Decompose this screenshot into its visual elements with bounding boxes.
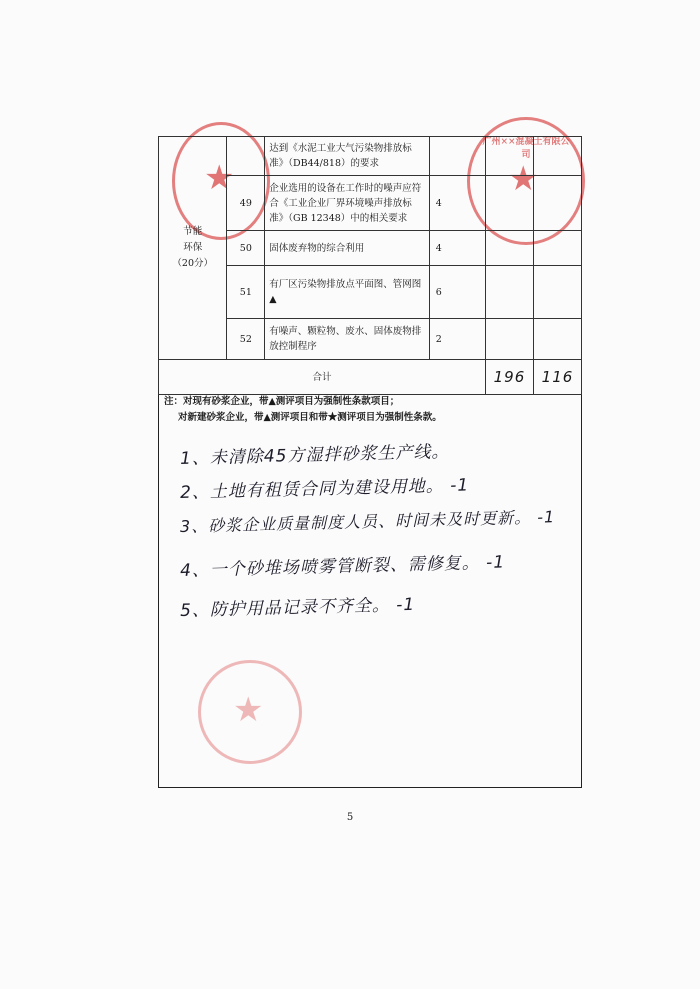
row-number: 50 [227, 231, 265, 266]
total-value-2: 116 [533, 360, 581, 395]
row-number: 52 [227, 319, 265, 360]
row-score: 6 [429, 266, 485, 319]
row-item: 有噪声、颗粒物、废水、固体废物排放控制程序 [265, 319, 430, 360]
row-item: 固体废弃物的综合利用 [265, 231, 430, 266]
total-label: 合计 [159, 360, 486, 395]
evaluation-table [158, 136, 582, 395]
stamp-star-icon: ★ [508, 159, 539, 199]
row-item: 有厂区污染物排放点平面图、管网图▲ [265, 266, 430, 319]
footnote-line-2: 对新建砂浆企业，带▲测评项目和带★测评项目为强制性条款。 [178, 412, 442, 423]
row-score: 4 [429, 231, 485, 266]
total-row [159, 360, 582, 395]
page-number: 5 [346, 812, 354, 823]
stamp-text: 广州××混凝土有限公司 [482, 137, 570, 160]
row-number [227, 137, 265, 176]
handwritten-line: 3、砂浆企业质量制度人员、时间未及时更新。 -1 [179, 507, 556, 536]
footnote [164, 394, 576, 426]
handwritten-line: 1、未清除45方湿拌砂浆生产线。 [179, 441, 450, 469]
stamp-star-icon: ★ [204, 158, 235, 198]
row-number: 49 [227, 176, 265, 231]
table-row [159, 137, 582, 176]
stamp-star-icon: ★ [233, 690, 264, 730]
row-item: 企业选用的设备在工作时的噪声应符合《工业企业厂界环境噪声排放标准》（GB 12348）中的相关要求 [265, 176, 430, 231]
handwritten-line: 5、防护用品记录不齐全。 -1 [179, 594, 416, 621]
row-score [429, 137, 485, 176]
row-score: 4 [429, 176, 485, 231]
row-item: 达到《水泥工业大气污染物排放标准》（DB44/818）的要求 [265, 137, 430, 176]
handwritten-line: 4、一个砂堆场喷雾管断裂、需修复。 -1 [179, 552, 506, 581]
total-value-1: 196 [485, 360, 533, 395]
row-score: 2 [429, 319, 485, 360]
category-cell [159, 137, 227, 360]
row-number: 51 [227, 266, 265, 319]
handwritten-line: 2、土地有租赁合同为建设用地。 -1 [179, 475, 470, 503]
footnote-line-1: 注：对现有砂浆企业，带▲测评项目为强制性条款项目； [164, 396, 400, 407]
category-label: 节能 环保 （20分） [172, 226, 214, 269]
